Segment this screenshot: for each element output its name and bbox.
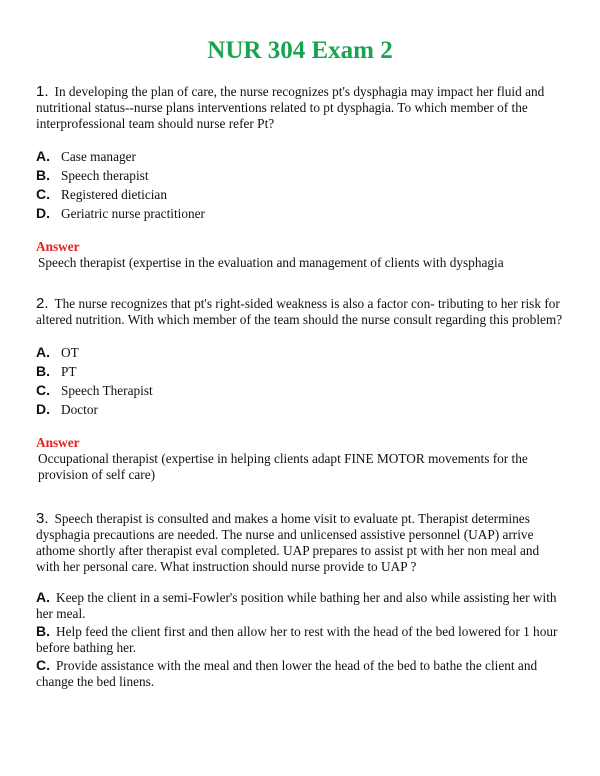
option-text: Keep the client in a semi-Fowler's position while bathing her and also while assisting her with her meal. [36, 590, 557, 621]
option-letter: A. [36, 344, 50, 360]
option-letter: B. [36, 623, 50, 639]
answer-label: Answer [36, 239, 80, 254]
option-d [36, 400, 564, 419]
option-b [36, 623, 564, 656]
answer-label: Answer [36, 435, 80, 450]
question-2-options [36, 343, 564, 419]
question-number: 2. [36, 295, 49, 312]
option-letter: B. [36, 363, 50, 379]
question-3 [36, 511, 564, 575]
option-text: PT [61, 364, 77, 379]
option-c [36, 381, 564, 400]
option-b [36, 166, 564, 185]
option-c [36, 657, 564, 690]
option-c [36, 185, 564, 204]
document-title: NUR 304 Exam 2 [207, 37, 393, 64]
option-a [36, 343, 564, 362]
question-number: 1. [36, 83, 49, 100]
option-text: Doctor [61, 402, 98, 417]
answer-text: Occupational therapist (expertise in helping clients adapt FINE MOTOR movements for the provision of self care) [38, 451, 528, 482]
option-text: Registered dietician [61, 187, 167, 202]
option-a [36, 147, 564, 166]
option-letter: A. [36, 589, 50, 605]
question-1-options [36, 147, 564, 223]
option-letter: C. [36, 382, 50, 398]
option-d [36, 204, 564, 223]
option-a [36, 589, 564, 622]
option-text: Case manager [61, 149, 136, 164]
option-text: Speech Therapist [61, 383, 153, 398]
question-text: In developing the plan of care, the nurse recognizes pt's dysphagia may impact her fluid and nutritional status--nurse plans interventions related to pt dysphagia. To which member of the interprofessional team should nurse refer Pt? [36, 84, 545, 131]
question-number: 3. [36, 510, 49, 527]
option-letter: D. [36, 401, 50, 417]
question-text: Speech therapist is consulted and makes a home visit to evaluate pt. Therapist determines dysphagia precautions are needed. The nurse and unlicensed assistive personnel (UAP) arrive athome shortly after therapist eval completed. UAP prepares to assist pt with her non meal and with her personal care. What instruction should nurse provide to UAP ? [36, 511, 540, 574]
option-text: Geriatric nurse practitioner [61, 206, 205, 221]
option-letter: C. [36, 186, 50, 202]
option-letter: A. [36, 148, 50, 164]
option-text: Help feed the client first and then allow her to rest with the head of the bed lowered for 1 hour before bathing her. [36, 624, 558, 655]
option-text: Provide assistance with the meal and then lower the head of the bed to bathe the client and change the bed linens. [36, 658, 538, 689]
question-text: The nurse recognizes that pt's right-sided weakness is also a factor con- tributing to her risk for altered nutrition. With which member of the team should the nurse consult regarding this problem? [36, 296, 563, 327]
option-text: Speech therapist [61, 168, 149, 183]
option-b [36, 362, 564, 381]
question-3-options [36, 589, 564, 690]
option-letter: C. [36, 657, 50, 673]
question-1 [36, 84, 564, 132]
question-2 [36, 296, 564, 328]
option-letter: D. [36, 205, 50, 221]
answer-text: Speech therapist (expertise in the evaluation and management of clients with dysphagia [38, 255, 504, 270]
option-letter: B. [36, 167, 50, 183]
option-text: OT [61, 345, 79, 360]
